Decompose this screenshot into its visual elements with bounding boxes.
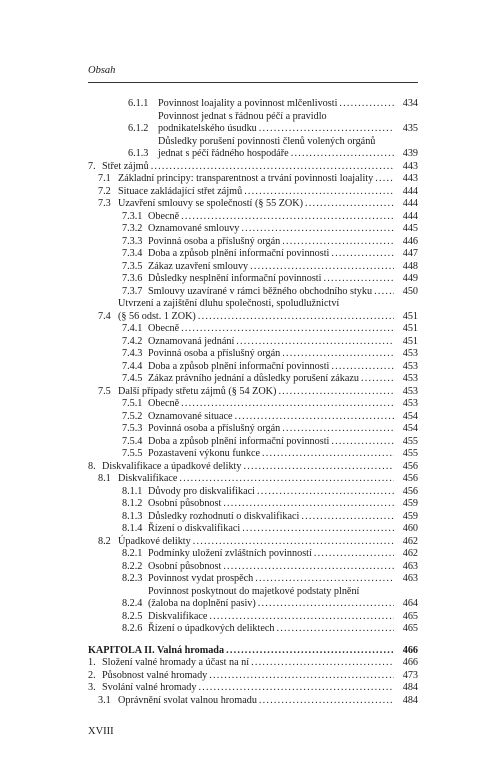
- dot-leader: [257, 486, 394, 499]
- toc-entry-page: 453: [402, 385, 418, 397]
- toc-entry-number: 8.2.6: [122, 623, 143, 634]
- toc-entry-title: Smlouvy uzavírané v rámci běžného obchodního styku: [148, 285, 373, 297]
- toc-entry[interactable]: [88, 348, 418, 361]
- toc-entry[interactable]: [88, 398, 418, 411]
- dot-leader: [262, 448, 394, 461]
- toc-entry-title: Diskvalifikace a úpadkové delikty: [102, 460, 242, 472]
- dot-leader: [259, 695, 394, 708]
- toc-entry-title: podnikatelského úsudku: [158, 123, 257, 134]
- toc-entry-title: Pozastavení výkonu funkce: [148, 448, 261, 459]
- toc-entry[interactable]: [88, 273, 418, 286]
- toc-entry[interactable]: [88, 323, 418, 336]
- toc-entry-number: 8.2.4: [122, 598, 143, 609]
- toc-entry[interactable]: [88, 448, 418, 461]
- toc-entry-number: 8.2: [98, 535, 111, 547]
- toc-entry-title: Důvody pro diskvalifikaci: [148, 485, 255, 497]
- dot-leader: [301, 511, 394, 524]
- toc-entry-title: Zákaz uzavření smlouvy: [148, 260, 249, 272]
- dot-leader: [361, 373, 394, 386]
- toc-entry-title: Další případy střetu zájmů (§ 54 ZOK): [118, 385, 277, 397]
- toc-entry-title: Svolání valné hromady: [102, 682, 197, 693]
- toc-entry-title: KAPITOLA II. Valná hromada: [88, 644, 225, 656]
- toc-entry-page: 434: [402, 98, 418, 109]
- dot-leader: [278, 386, 394, 399]
- toc-entry[interactable]: [88, 386, 418, 399]
- running-header: Obsah: [88, 65, 116, 76]
- toc-entry-number: 7.4.3: [122, 348, 143, 359]
- toc-entry[interactable]: [88, 236, 418, 249]
- toc-entry-page: 453: [402, 398, 418, 409]
- toc-entry-title: Uzavření smlouvy se společností (§ 55 ZOK): [118, 198, 304, 209]
- dot-leader: [198, 311, 394, 324]
- toc-entry-number: 8.1: [98, 473, 111, 484]
- toc-entry-number: 7.3.6: [122, 273, 143, 284]
- dot-leader: [226, 645, 394, 658]
- dot-leader: [282, 236, 394, 249]
- toc-entry-number: 8.1.1: [122, 485, 143, 497]
- toc-entry[interactable]: [88, 161, 418, 174]
- dot-leader: [235, 411, 394, 424]
- toc-entry[interactable]: [88, 473, 418, 486]
- dot-leader: [331, 361, 394, 374]
- toc-entry-title: Obecně: [148, 398, 180, 409]
- toc-entry-title: Řízení o úpadkových deliktech: [148, 623, 275, 634]
- dot-leader: [282, 423, 394, 436]
- table-of-contents: [88, 98, 418, 707]
- toc-entry[interactable]: [88, 623, 418, 636]
- toc-entry-number: 7.5.1: [122, 398, 143, 409]
- toc-entry-title: Situace zakládající střet zájmů: [118, 185, 243, 197]
- toc-entry-title: Oznamovaná jednání: [148, 335, 235, 347]
- toc-entry-number: 6.1.1: [128, 98, 149, 109]
- toc-entry[interactable]: [88, 511, 418, 524]
- toc-entry-number: 7.3.4: [122, 248, 143, 259]
- toc-entry-page: 484: [402, 694, 418, 706]
- toc-entry-number: 8.1.4: [122, 523, 143, 534]
- toc-entry-number: 3.1: [98, 694, 111, 706]
- dot-leader: [251, 657, 394, 670]
- toc-entry[interactable]: [88, 645, 418, 658]
- toc-entry-page: 445: [402, 223, 418, 234]
- toc-entry[interactable]: [88, 298, 418, 323]
- dot-leader: [291, 148, 394, 161]
- dot-leader: [276, 623, 394, 636]
- toc-entry[interactable]: [88, 523, 418, 536]
- dot-leader: [374, 286, 394, 299]
- toc-entry[interactable]: [88, 536, 418, 549]
- toc-entry-page: 451: [402, 335, 418, 347]
- toc-entry-number: 7.3.7: [122, 285, 143, 297]
- toc-entry-page: 463: [402, 573, 418, 584]
- toc-entry[interactable]: [88, 223, 418, 236]
- dot-leader: [305, 198, 394, 211]
- toc-entry[interactable]: [88, 98, 418, 111]
- toc-entry-number: 7.2: [98, 185, 111, 197]
- dot-leader: [199, 682, 395, 695]
- toc-entry-title: Obecně: [148, 323, 180, 334]
- toc-entry-title: Povinnost vydat prospěch: [148, 573, 254, 584]
- toc-entry[interactable]: [88, 586, 418, 611]
- header-rule: [88, 82, 418, 83]
- dot-leader: [181, 398, 394, 411]
- toc-entry[interactable]: [88, 198, 418, 211]
- page-number: XVIII: [88, 726, 114, 737]
- toc-entry-number: 7.4: [98, 310, 111, 322]
- toc-entry-page: 459: [402, 498, 418, 509]
- toc-entry[interactable]: [88, 111, 418, 136]
- toc-entry-title: Doba a způsob plnění informační povinnosti: [148, 435, 330, 447]
- dot-leader: [181, 323, 394, 336]
- toc-entry[interactable]: [88, 657, 418, 670]
- toc-entry-title: Diskvalifikace: [148, 610, 208, 622]
- toc-entry[interactable]: [88, 461, 418, 474]
- toc-entry-number: 7.5: [98, 385, 111, 397]
- toc-entry-title: Diskvalifikace: [118, 473, 178, 484]
- toc-entry-page: 463: [402, 560, 418, 572]
- toc-entry-title: Doba a způsob plnění informační povinnosti: [148, 248, 330, 259]
- toc-entry-title: Doba a způsob plnění informační povinnosti: [148, 360, 330, 372]
- toc-entry[interactable]: [88, 136, 418, 161]
- toc-entry[interactable]: [88, 695, 418, 708]
- toc-entry-page: 453: [402, 360, 418, 372]
- toc-entry[interactable]: [88, 682, 418, 695]
- toc-entry-number: 2.: [88, 669, 96, 681]
- toc-entry-number: 6.1.2: [128, 123, 149, 134]
- toc-entry-number: 8.2.3: [122, 573, 143, 584]
- toc-entry-page: 454: [402, 410, 418, 422]
- toc-entry-page: 450: [402, 285, 418, 297]
- toc-entry-number: 7.3.5: [122, 260, 143, 272]
- section-gap: [88, 636, 418, 645]
- dot-leader: [255, 573, 394, 586]
- toc-entry-title: (§ 56 odst. 1 ZOK): [118, 310, 196, 322]
- toc-entry-page: 462: [402, 535, 418, 547]
- toc-entry-title: Základní principy: transparentnost a trvání povinnosti loajality: [118, 173, 374, 184]
- toc-entry-page: 444: [402, 198, 418, 209]
- toc-entry-title: Oprávnění svolat valnou hromadu: [118, 694, 257, 706]
- toc-entry-title: Podmínky uložení zvláštních povinností: [148, 548, 312, 559]
- toc-entry[interactable]: [88, 486, 418, 499]
- toc-entry-page: 466: [402, 657, 418, 668]
- toc-entry[interactable]: [88, 173, 418, 186]
- toc-entry-title: Povinná osoba a příslušný orgán: [148, 348, 281, 359]
- toc-entry[interactable]: [88, 423, 418, 436]
- toc-entry-number: 7.4.4: [122, 360, 143, 372]
- toc-entry-page: 449: [402, 273, 418, 284]
- toc-entry-title: Povinnost loajality a povinnost mlčenlivosti: [158, 98, 338, 109]
- toc-entry-number: 8.2.1: [122, 548, 143, 559]
- dot-leader: [179, 473, 394, 486]
- toc-entry-page: 443: [402, 160, 418, 172]
- toc-entry-number: 8.1.2: [122, 498, 143, 509]
- toc-entry-title: Povinnost jednat s řádnou péčí a pravidlo: [158, 110, 327, 122]
- toc-entry-page: 448: [402, 260, 418, 272]
- toc-entry-page: 453: [402, 348, 418, 359]
- toc-entry-title: Osobní působnost: [148, 498, 222, 509]
- toc-entry-title: Úpadkové delikty: [118, 535, 191, 547]
- dot-leader: [244, 186, 394, 199]
- toc-entry-title: Povinnost poskytnout do majetkové podstaty plnění: [148, 585, 360, 597]
- toc-entry-title: Složení valné hromady a účast na ní: [102, 657, 250, 668]
- dot-leader: [243, 461, 394, 474]
- toc-entry-number: 1.: [88, 657, 96, 668]
- dot-leader: [250, 261, 394, 274]
- toc-entry-number: 8.2.2: [122, 560, 143, 572]
- toc-entry-page: 465: [402, 610, 418, 622]
- toc-entry-title: Obecně: [148, 210, 180, 222]
- toc-entry-number: 7.3: [98, 198, 111, 209]
- toc-entry-title: Působnost valné hromady: [102, 669, 208, 681]
- toc-entry-number: 7.5.2: [122, 410, 143, 422]
- toc-entry-page: 459: [402, 510, 418, 522]
- toc-entry-number: 8.2.5: [122, 610, 143, 622]
- toc-entry-page: 446: [402, 235, 418, 247]
- toc-entry[interactable]: [88, 286, 418, 299]
- toc-entry[interactable]: [88, 561, 418, 574]
- toc-entry-page: 465: [402, 623, 418, 634]
- toc-entry-title: Povinná osoba a příslušný orgán: [148, 423, 281, 434]
- toc-entry-page: 464: [402, 598, 418, 609]
- dot-leader: [223, 498, 394, 511]
- dot-leader: [331, 436, 394, 449]
- toc-entry-title: Střet zájmů: [102, 160, 149, 172]
- dot-leader: [181, 211, 394, 224]
- toc-entry[interactable]: [88, 411, 418, 424]
- dot-leader: [258, 598, 394, 611]
- toc-entry-number: 7.4.2: [122, 335, 143, 347]
- toc-entry-page: 451: [402, 310, 418, 322]
- toc-entry-title: Oznamované smlouvy: [148, 223, 240, 234]
- toc-entry[interactable]: [88, 361, 418, 374]
- dot-leader: [314, 548, 394, 561]
- toc-entry-page: 456: [402, 460, 418, 472]
- dot-leader: [259, 123, 394, 136]
- toc-entry[interactable]: [88, 211, 418, 224]
- toc-entry-number: 7.3.2: [122, 223, 143, 234]
- dot-leader: [209, 611, 394, 624]
- toc-entry-page: 443: [402, 173, 418, 184]
- toc-entry-page: 484: [402, 682, 418, 693]
- toc-entry[interactable]: [88, 261, 418, 274]
- toc-entry-title: Řízení o diskvalifikaci: [148, 523, 241, 534]
- toc-entry-number: 7.3.1: [122, 210, 143, 222]
- toc-entry-number: 7.5.5: [122, 448, 143, 459]
- toc-entry-page: 460: [402, 523, 418, 534]
- toc-entry-title: Oznamované situace: [148, 410, 233, 422]
- toc-entry-number: 7.4.1: [122, 323, 143, 334]
- toc-entry-page: 455: [402, 435, 418, 447]
- toc-entry-number: 6.1.3: [128, 148, 149, 159]
- toc-entry-number: 8.1.3: [122, 510, 143, 522]
- dot-leader: [151, 161, 394, 174]
- toc-entry-page: 444: [402, 210, 418, 222]
- toc-entry-page: 456: [402, 485, 418, 497]
- toc-entry-title: Osobní působnost: [148, 560, 222, 572]
- toc-entry-page: 447: [402, 248, 418, 259]
- toc-entry[interactable]: [88, 373, 418, 386]
- toc-entry-page: 439: [402, 148, 418, 159]
- toc-entry-title: Důsledky porušení povinnosti členů volených orgánů: [158, 135, 376, 147]
- toc-entry-page: 455: [402, 448, 418, 459]
- toc-entry-page: 466: [402, 644, 418, 656]
- toc-entry-page: 462: [402, 548, 418, 559]
- dot-leader: [223, 561, 394, 574]
- dot-leader: [331, 248, 394, 261]
- toc-entry-page: 454: [402, 423, 418, 434]
- toc-entry-number: 3.: [88, 682, 96, 693]
- toc-entry[interactable]: [88, 670, 418, 683]
- dot-leader: [323, 273, 394, 286]
- toc-entry-page: 473: [402, 669, 418, 681]
- toc-entry[interactable]: [88, 573, 418, 586]
- toc-entry-number: 7.5.3: [122, 423, 143, 434]
- toc-entry-number: 7.1: [98, 173, 111, 184]
- toc-entry-number: 8.: [88, 460, 96, 472]
- toc-entry-title: Důsledky nesplnění informační povinnosti: [148, 273, 322, 284]
- toc-entry-title: Zákaz právního jednání a důsledky porušení zákazu: [148, 373, 360, 384]
- dot-leader: [236, 336, 394, 349]
- dot-leader: [242, 523, 394, 536]
- toc-entry-title: jednat s péčí řádného hospodáře: [158, 148, 289, 159]
- toc-entry-page: 444: [402, 185, 418, 197]
- dot-leader: [375, 173, 394, 186]
- dot-leader: [339, 98, 394, 111]
- toc-entry-page: 456: [402, 473, 418, 484]
- toc-entry-title: (žaloba na doplnění pasiv): [148, 598, 256, 609]
- toc-entry[interactable]: [88, 548, 418, 561]
- toc-entry-page: 453: [402, 373, 418, 384]
- dot-leader: [241, 223, 394, 236]
- toc-entry[interactable]: [88, 336, 418, 349]
- dot-leader: [193, 536, 394, 549]
- toc-entry-number: 7.3.3: [122, 235, 143, 247]
- toc-entry[interactable]: [88, 248, 418, 261]
- dot-leader: [209, 670, 394, 683]
- toc-entry-title: Důsledky rozhodnutí o diskvalifikaci: [148, 510, 300, 522]
- toc-entry-page: 435: [402, 123, 418, 134]
- toc-entry[interactable]: [88, 611, 418, 624]
- toc-entry-number: 7.4.5: [122, 373, 143, 384]
- toc-entry[interactable]: [88, 498, 418, 511]
- dot-leader: [282, 348, 394, 361]
- toc-entry-number: 7.: [88, 160, 96, 172]
- toc-entry-page: 451: [402, 323, 418, 334]
- toc-entry[interactable]: [88, 186, 418, 199]
- toc-entry-title: Utvrzení a zajištění dluhu společnosti, spoludlužnictví: [118, 298, 340, 309]
- toc-entry-title: Povinná osoba a příslušný orgán: [148, 235, 281, 247]
- toc-entry-number: 7.5.4: [122, 435, 143, 447]
- toc-entry[interactable]: [88, 436, 418, 449]
